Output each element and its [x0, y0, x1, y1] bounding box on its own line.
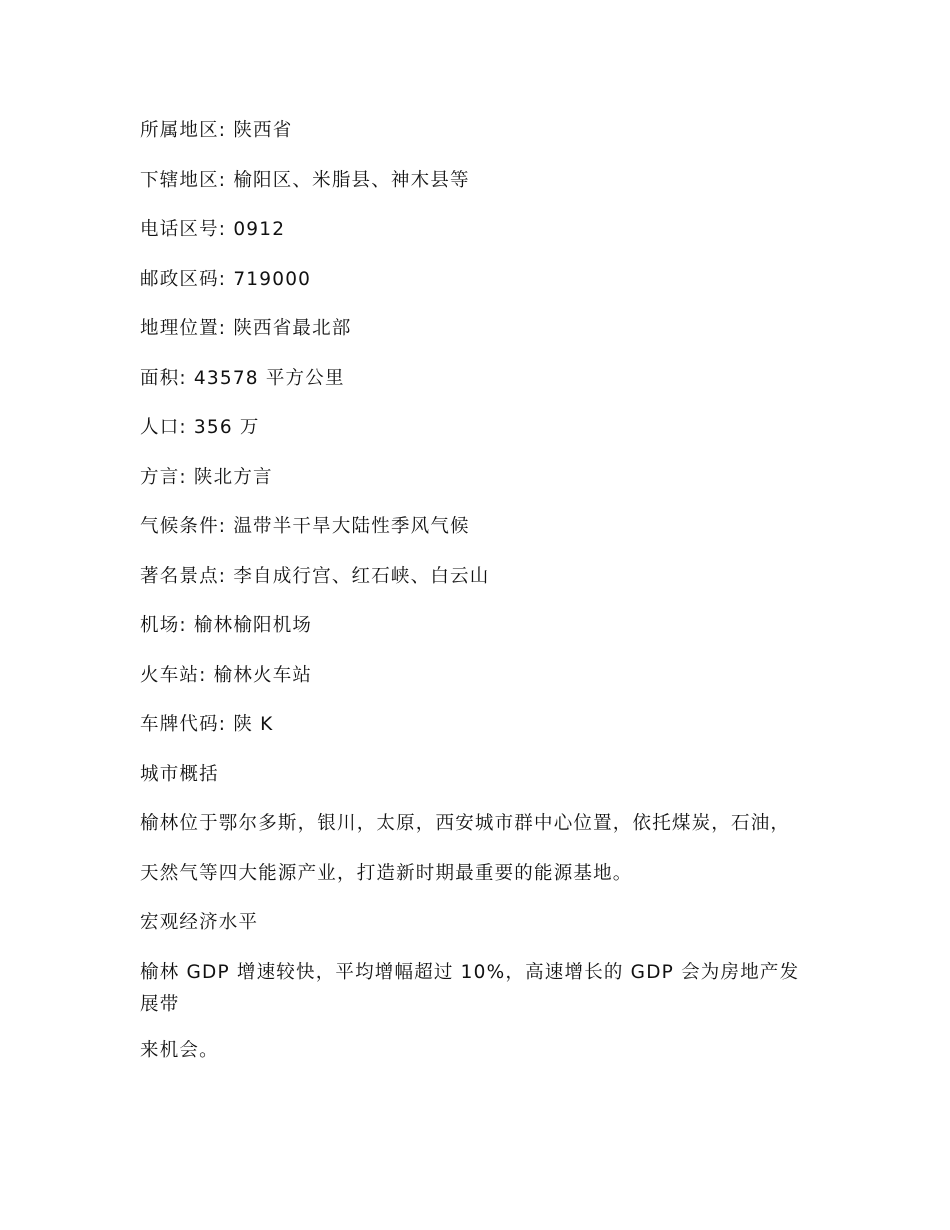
- attractions-line: 著名景点: 李自成行宫、红石峡、白云山: [140, 565, 490, 587]
- area-code-line: 电话区号: 0912: [140, 219, 286, 240]
- airport-line: 机场: 榆林榆阳机场: [140, 615, 313, 636]
- macro-economy-text-2: 来机会。: [140, 1040, 219, 1061]
- city-overview-heading: 城市概括: [140, 763, 219, 785]
- region-line: 所属地区: 陕西省: [140, 120, 293, 141]
- climate-line: 气候条件: 温带半干旱大陆性季风气候: [140, 516, 470, 537]
- city-overview-text-2: 天然气等四大能源产业，打造新时期最重要的能源基地。: [140, 862, 633, 884]
- macro-economy-heading: 宏观经济水平: [140, 912, 259, 933]
- macro-economy-text-1: 榆林 GDP 增速较快，平均增幅超过 10%，高速增长的 GDP 会为房地产发展带: [140, 961, 800, 1015]
- postal-code-line: 邮政区码: 719000: [140, 268, 312, 290]
- population-line: 人口: 356 万: [140, 417, 260, 438]
- train-station-line: 火车站: 榆林火车站: [140, 664, 313, 686]
- city-overview-text-1: 榆林位于鄂尔多斯，银川，太原，西安城市群中心位置，依托煤炭，石油，: [140, 813, 791, 834]
- location-line: 地理位置: 陕西省最北部: [140, 318, 352, 339]
- document-body: [140, 118, 840, 1088]
- license-plate-line: 车牌代码: 陕 K: [140, 714, 274, 735]
- land-area-line: 面积: 43578 平方公里: [140, 367, 345, 389]
- dialect-line: 方言: 陕北方言: [140, 466, 273, 488]
- districts-line: 下辖地区: 榆阳区、米脂县、神木县等: [140, 169, 470, 191]
